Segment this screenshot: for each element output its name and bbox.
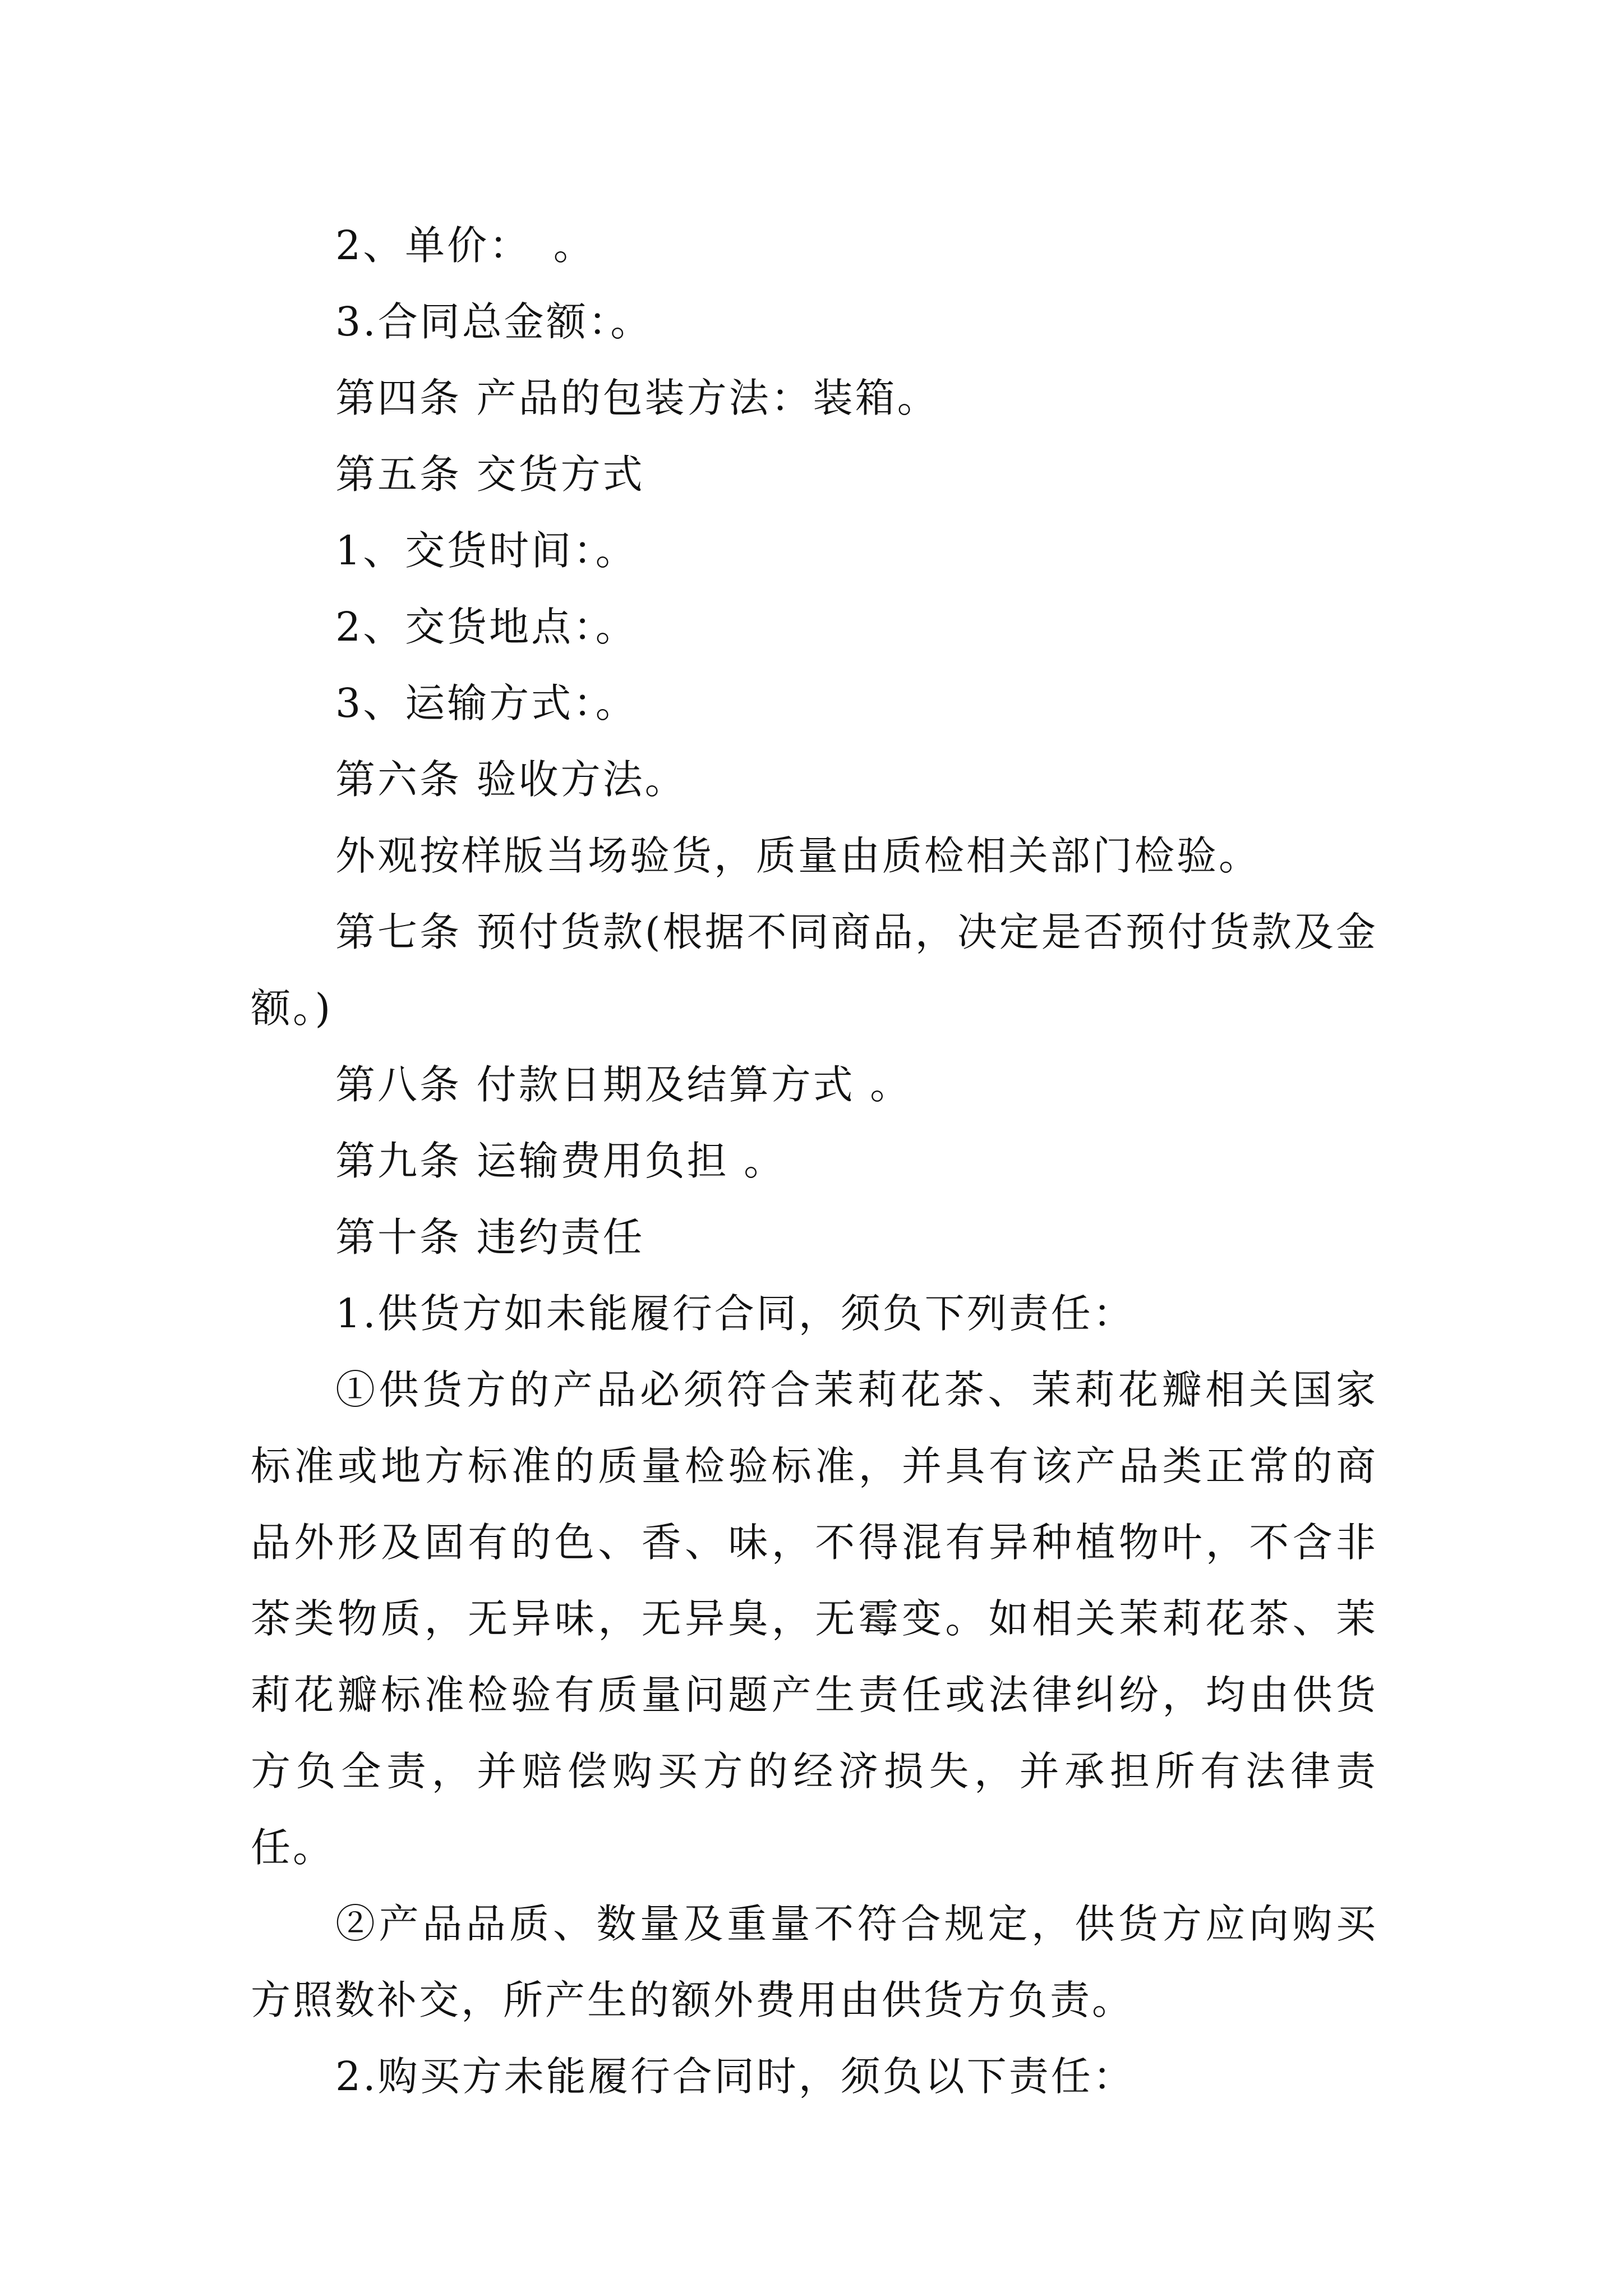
paragraph-delivery-place: 2、交货地点：。 (335, 604, 638, 650)
paragraph-transport-method: 3、运输方式：。 (335, 680, 638, 726)
paragraph-article-4: 第四条 产品的包装方法：装箱。 (335, 375, 939, 421)
paragraph-article-8: 第八条 付款日期及结算方式 。 (335, 1061, 912, 1108)
paragraph-article-5: 第五条 交货方式 (335, 451, 645, 498)
paragraph-buyer-liability: 2.购买方未能履行合同时，须负以下责任： (335, 2053, 1135, 2100)
paragraph-supplier-item-1: ①供货方的产品必须符合茉莉花茶、茉莉花瓣相关国家标准或地方标准的质量检验标准，并具有该产品类正常的商品外形及固有的色、香、味，不得混有异种植物叶，不含非茶类物质，无异味，无异臭，无霉变。如相关茉莉花茶、茉莉花瓣标准检验有质量问题产生责任或法律纠纷，均由供货方负全责，并赔偿购买方的经济损失，并承担所有法律责任。 (251, 1366, 1378, 1871)
paragraph-article-7: 第七条 预付货款(根据不同商品，决定是否预付货款及金额。) (251, 909, 1378, 1032)
paragraph-article-9: 第九条 运输费用负担 。 (335, 1138, 786, 1184)
paragraph-supplier-liability: 1.供货方如未能履行合同，须负下列责任： (335, 1290, 1135, 1337)
document-body (251, 208, 1378, 2115)
paragraph-supplier-item-2: ②产品品质、数量及重量不符合规定，供货方应向购买方照数补交，所产生的额外费用由供货方负责。 (251, 1901, 1378, 2023)
paragraph-inspection: 外观按样版当场验货，质量由质检相关部门检验。 (335, 832, 1261, 879)
paragraph-article-10: 第十条 违约责任 (335, 1214, 645, 1260)
paragraph-article-6: 第六条 验收方法。 (335, 756, 687, 803)
paragraph-unit-price: 2、单价： 。 (335, 222, 596, 269)
paragraph-total-amount: 3.合同总金额：。 (335, 298, 653, 345)
paragraph-delivery-time: 1、交货时间：。 (335, 527, 638, 574)
